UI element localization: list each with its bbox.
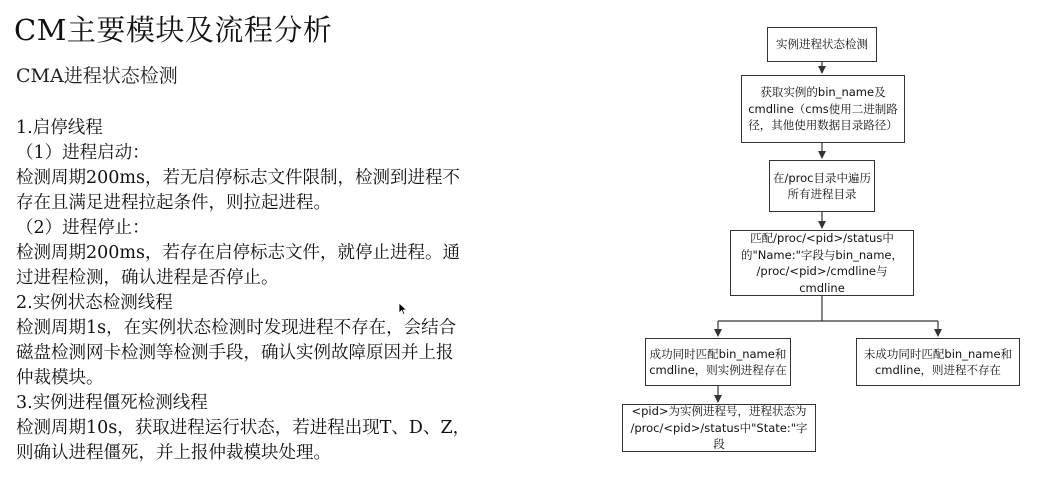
content-line: 检测周期10s，获取进程运行状态，若进程出现T、D、Z， bbox=[16, 418, 471, 438]
node-line: 匹配/proc/<pid>/status中 bbox=[750, 231, 894, 245]
node-line: 成功同时匹配bin_name和 bbox=[649, 346, 787, 361]
content-line: 仲裁模块。 bbox=[16, 368, 104, 388]
node-line: 实例进程状态检测 bbox=[776, 37, 868, 52]
content-line: 存在且满足进程拉起条件，则拉起进程。 bbox=[16, 193, 331, 213]
node-line: /proc/<pid>/status中"State:"字段 bbox=[630, 420, 808, 452]
content-line: 检测周期200ms，若无启停标志文件限制，检测到进程不 bbox=[16, 168, 460, 188]
node-line: cmdline，则进程不存在 bbox=[874, 363, 1002, 377]
node-line: 未成功同时匹配bin_name和 bbox=[863, 346, 1013, 361]
content-line: 3.实例进程僵死检测线程 bbox=[16, 393, 208, 413]
node-line: cmdline（cms使用二进制路 bbox=[748, 101, 898, 116]
content-line: 检测周期1s，在实例状态检测时发现进程不存在，会结合 bbox=[16, 318, 457, 338]
branch-connector bbox=[718, 296, 938, 321]
content-line: 1.启停线程 bbox=[16, 118, 103, 138]
node-line: cmdline，则实例进程存在 bbox=[649, 363, 787, 377]
flow-node-match-status bbox=[730, 230, 914, 296]
content-line: 检测周期200ms，若存在启停标志文件，就停止进程。通 bbox=[16, 243, 460, 263]
flow-node-process-exists bbox=[645, 338, 791, 386]
content-line: 2.实例状态检测线程 bbox=[16, 293, 173, 313]
node-line: 所有进程目录 bbox=[787, 187, 857, 201]
node-line: 获取实例的bin_name及 bbox=[760, 85, 886, 100]
content-line: 过进程检测，确认进程是否停止。 bbox=[16, 268, 279, 288]
content-line: （1）进程启动： bbox=[16, 143, 150, 163]
node-line: 的"Name:"字段与bin_name， bbox=[740, 247, 904, 262]
flow-node-get-bin-name bbox=[741, 75, 905, 143]
node-line: /proc/<pid>/cmdline与cmdline bbox=[756, 264, 888, 295]
node-line: 径，其他使用数据目录路径） bbox=[748, 118, 898, 133]
flow-node-traverse-proc bbox=[769, 160, 875, 212]
section-subtitle: CMA进程状态检测 bbox=[16, 65, 178, 87]
node-line: <pid>为实例进程号，进程状态为 bbox=[631, 404, 807, 419]
flow-node-process-check bbox=[767, 27, 877, 62]
page-title: CM主要模块及流程分析 bbox=[14, 13, 333, 47]
content-line: 磁盘检测网卡检测等检测手段，确认实例故障原因并上报 bbox=[16, 343, 454, 363]
flow-node-process-not-exists bbox=[856, 338, 1020, 386]
content-line: 则确认进程僵死，并上报仲裁模块处理。 bbox=[16, 443, 331, 463]
content-line: （2）进程停止： bbox=[16, 218, 150, 238]
node-line: 在/proc目录中遍历 bbox=[773, 170, 872, 185]
flow-node-pid-state bbox=[622, 404, 816, 452]
